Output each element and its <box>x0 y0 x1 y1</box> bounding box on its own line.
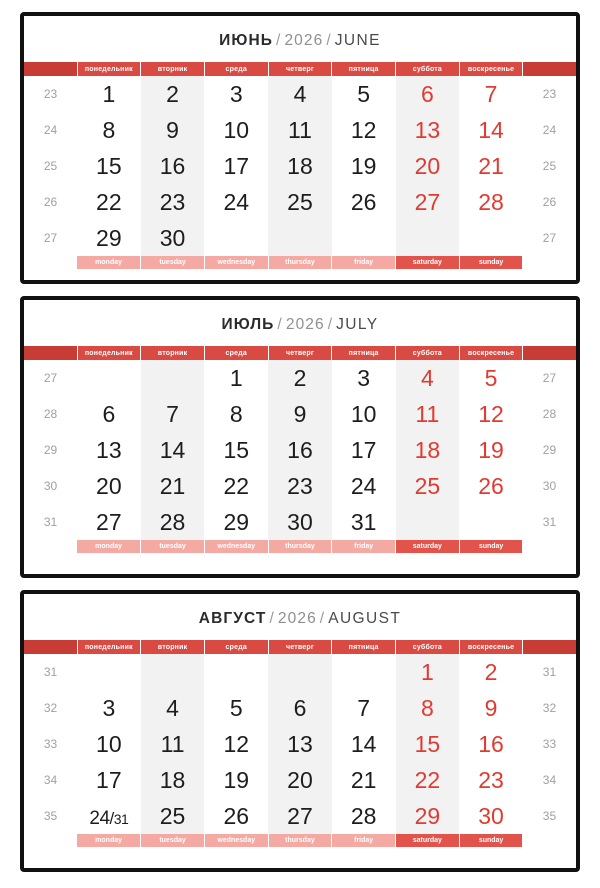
day-cell: 5 <box>459 360 523 396</box>
day-cell-empty <box>204 220 268 256</box>
day-cell: 20 <box>396 148 460 184</box>
day-cell: 9 <box>268 396 332 432</box>
week-number-right: 32 <box>523 690 576 726</box>
day-cell: 17 <box>332 432 396 468</box>
week-number-right: 31 <box>523 654 576 690</box>
day-cell-empty <box>332 654 396 690</box>
weekday-header-ru: вторник <box>141 346 205 360</box>
week-number-right: 30 <box>523 468 576 504</box>
day-cell-empty <box>268 654 332 690</box>
day-cell: 18 <box>141 762 205 798</box>
week-row <box>24 112 576 148</box>
week-number-header <box>523 640 576 654</box>
weekday-footer-en: tuesday <box>141 540 205 553</box>
day-cell: 4 <box>268 76 332 112</box>
weekday-footer-en: sunday <box>459 540 523 553</box>
week-row <box>24 432 576 468</box>
day-cell: 20 <box>268 762 332 798</box>
day-cell: 7 <box>332 690 396 726</box>
day-cell: 18 <box>268 148 332 184</box>
week-number-right: 27 <box>523 220 576 256</box>
day-cell: 30 <box>141 220 205 256</box>
weekday-footer-row-en <box>24 834 576 847</box>
weekday-header-row-ru <box>24 346 576 360</box>
title-separator: / <box>327 316 334 333</box>
day-cell: 14 <box>459 112 523 148</box>
day-cell: 25 <box>396 468 460 504</box>
month-name-en: AUGUST <box>328 610 402 627</box>
week-row <box>24 726 576 762</box>
month-grid <box>24 346 576 553</box>
week-number-header <box>24 346 77 360</box>
weekday-header-ru: понедельник <box>77 346 141 360</box>
month-name-ru: ИЮНЬ <box>219 32 274 49</box>
footer-spacer <box>523 540 576 553</box>
weekday-header-ru: понедельник <box>77 62 141 76</box>
month-name-ru: АВГУСТ <box>198 610 267 627</box>
week-number-right: 34 <box>523 762 576 798</box>
footer-spacer <box>523 256 576 269</box>
weekday-footer-en: monday <box>77 834 141 847</box>
day-cell: 22 <box>77 184 141 220</box>
day-cell-empty <box>77 654 141 690</box>
week-number-left: 25 <box>24 148 77 184</box>
day-cell-empty <box>459 220 523 256</box>
day-cell: 8 <box>77 112 141 148</box>
day-cell-double: 24/31 <box>89 807 129 829</box>
footer-spacer <box>24 834 77 847</box>
day-cell: 15 <box>204 432 268 468</box>
day-cell: 29 <box>204 504 268 540</box>
day-cell: 26 <box>332 184 396 220</box>
weekday-footer-en: wednesday <box>204 540 268 553</box>
day-cell: 10 <box>77 726 141 762</box>
day-cell: 7 <box>459 76 523 112</box>
day-cell: 6 <box>396 76 460 112</box>
week-row <box>24 76 576 112</box>
weekday-header-ru: среда <box>204 62 268 76</box>
day-cell: 3 <box>204 76 268 112</box>
week-number-left: 32 <box>24 690 77 726</box>
day-cell: 30 <box>459 798 523 834</box>
week-number-header <box>24 62 77 76</box>
week-number-right: 24 <box>523 112 576 148</box>
day-cell: 21 <box>141 468 205 504</box>
week-number-left: 31 <box>24 654 77 690</box>
day-cell: 9 <box>459 690 523 726</box>
day-cell: 8 <box>396 690 460 726</box>
weekday-footer-en: sunday <box>459 834 523 847</box>
weekday-header-ru: вторник <box>141 640 205 654</box>
weekday-header-ru: воскресенье <box>459 346 523 360</box>
day-cell: 17 <box>204 148 268 184</box>
day-cell-empty <box>459 504 523 540</box>
week-number-left: 28 <box>24 396 77 432</box>
day-cell: 26 <box>459 468 523 504</box>
weekday-header-ru: среда <box>204 346 268 360</box>
day-cell: 11 <box>141 726 205 762</box>
weekday-header-ru: четверг <box>268 640 332 654</box>
day-cell <box>77 798 141 834</box>
day-cell-empty <box>332 220 396 256</box>
week-number-left: 34 <box>24 762 77 798</box>
day-cell: 21 <box>332 762 396 798</box>
month-name-en: JULY <box>336 316 379 333</box>
footer-spacer <box>523 834 576 847</box>
day-cell: 23 <box>141 184 205 220</box>
week-number-right: 25 <box>523 148 576 184</box>
title-separator: / <box>269 610 275 627</box>
day-cell: 11 <box>268 112 332 148</box>
day-cell: 5 <box>204 690 268 726</box>
weekday-header-ru: суббота <box>396 640 460 654</box>
day-cell: 1 <box>77 76 141 112</box>
day-cell: 1 <box>204 360 268 396</box>
day-cell: 13 <box>268 726 332 762</box>
week-number-left: 27 <box>24 360 77 396</box>
weekday-header-ru: вторник <box>141 62 205 76</box>
weekday-header-ru: воскресенье <box>459 62 523 76</box>
day-cell: 28 <box>141 504 205 540</box>
week-row <box>24 468 576 504</box>
weekday-footer-en: sunday <box>459 256 523 269</box>
weekday-footer-en: wednesday <box>204 834 268 847</box>
week-number-left: 27 <box>24 220 77 256</box>
week-row <box>24 798 576 834</box>
day-cell: 31 <box>332 504 396 540</box>
year-label: 2026 <box>277 610 317 627</box>
weekday-footer-en: saturday <box>396 540 460 553</box>
day-cell: 24 <box>204 184 268 220</box>
week-row <box>24 184 576 220</box>
weekday-header-ru: четверг <box>268 62 332 76</box>
day-cell: 11 <box>396 396 460 432</box>
week-number-left: 35 <box>24 798 77 834</box>
day-cell: 5 <box>332 76 396 112</box>
weekday-header-ru: пятница <box>332 62 396 76</box>
weekday-header-ru: суббота <box>396 62 460 76</box>
day-cell: 27 <box>77 504 141 540</box>
weekday-footer-en: saturday <box>396 834 460 847</box>
week-number-right: 35 <box>523 798 576 834</box>
day-cell: 23 <box>459 762 523 798</box>
week-row <box>24 504 576 540</box>
day-cell-empty <box>268 220 332 256</box>
day-cell: 16 <box>459 726 523 762</box>
week-number-left: 29 <box>24 432 77 468</box>
weekday-header-row-ru <box>24 640 576 654</box>
footer-spacer <box>24 256 77 269</box>
day-cell-empty <box>77 360 141 396</box>
day-cell: 20 <box>77 468 141 504</box>
weekday-footer-en: thursday <box>268 834 332 847</box>
month-grid <box>24 62 576 269</box>
day-cell: 27 <box>396 184 460 220</box>
day-cell: 28 <box>332 798 396 834</box>
day-cell: 2 <box>141 76 205 112</box>
week-number-left: 23 <box>24 76 77 112</box>
day-cell-empty <box>396 504 460 540</box>
day-cell: 7 <box>141 396 205 432</box>
week-number-right: 33 <box>523 726 576 762</box>
day-cell: 13 <box>396 112 460 148</box>
day-cell: 25 <box>268 184 332 220</box>
day-cell: 15 <box>396 726 460 762</box>
day-cell: 3 <box>332 360 396 396</box>
weekday-footer-en: thursday <box>268 256 332 269</box>
day-cell: 18 <box>396 432 460 468</box>
day-cell: 27 <box>268 798 332 834</box>
calendar-block-august <box>20 590 580 872</box>
weekday-header-ru: суббота <box>396 346 460 360</box>
footer-spacer <box>24 540 77 553</box>
week-number-header <box>523 346 576 360</box>
weekday-footer-en: friday <box>332 540 396 553</box>
week-row <box>24 654 576 690</box>
day-cell: 14 <box>141 432 205 468</box>
day-cell: 1 <box>396 654 460 690</box>
day-cell: 29 <box>396 798 460 834</box>
day-cell-empty <box>141 654 205 690</box>
weekday-header-ru: понедельник <box>77 640 141 654</box>
title-separator: / <box>277 316 283 333</box>
week-row <box>24 762 576 798</box>
weekday-footer-en: friday <box>332 256 396 269</box>
day-cell: 19 <box>459 432 523 468</box>
weekday-footer-en: friday <box>332 834 396 847</box>
week-number-header <box>523 62 576 76</box>
weekday-footer-row-en <box>24 256 576 269</box>
day-cell: 21 <box>459 148 523 184</box>
week-number-right: 28 <box>523 396 576 432</box>
day-cell: 23 <box>268 468 332 504</box>
day-cell-empty <box>204 654 268 690</box>
year-label: 2026 <box>285 316 325 333</box>
year-label: 2026 <box>284 32 324 49</box>
block-title <box>24 300 576 346</box>
calendar-block-june <box>20 12 580 284</box>
title-separator: / <box>326 32 332 49</box>
day-cell: 6 <box>77 396 141 432</box>
title-separator: / <box>319 610 326 627</box>
weekday-header-ru: пятница <box>332 640 396 654</box>
weekday-header-ru: четверг <box>268 346 332 360</box>
month-name-en: JUNE <box>334 32 381 49</box>
week-number-right: 27 <box>523 360 576 396</box>
day-cell: 2 <box>459 654 523 690</box>
week-number-left: 30 <box>24 468 77 504</box>
weekday-footer-en: saturday <box>396 256 460 269</box>
day-cell: 24 <box>332 468 396 504</box>
day-cell: 22 <box>204 468 268 504</box>
day-cell: 13 <box>77 432 141 468</box>
day-cell: 16 <box>268 432 332 468</box>
weekday-header-ru: воскресенье <box>459 640 523 654</box>
day-cell: 17 <box>77 762 141 798</box>
week-number-right: 23 <box>523 76 576 112</box>
day-cell: 8 <box>204 396 268 432</box>
day-cell: 12 <box>459 396 523 432</box>
day-cell: 10 <box>204 112 268 148</box>
day-cell: 19 <box>332 148 396 184</box>
day-cell: 14 <box>332 726 396 762</box>
weekday-footer-en: thursday <box>268 540 332 553</box>
month-name-ru: ИЮЛЬ <box>221 316 275 333</box>
calendar-block-july <box>20 296 580 578</box>
week-number-header <box>24 640 77 654</box>
day-cell-empty <box>141 360 205 396</box>
day-cell: 26 <box>204 798 268 834</box>
day-cell: 9 <box>141 112 205 148</box>
day-cell: 10 <box>332 396 396 432</box>
week-row <box>24 148 576 184</box>
month-grid <box>24 640 576 847</box>
week-row <box>24 690 576 726</box>
day-cell: 12 <box>204 726 268 762</box>
day-cell: 6 <box>268 690 332 726</box>
day-cell: 12 <box>332 112 396 148</box>
day-cell: 29 <box>77 220 141 256</box>
week-row <box>24 220 576 256</box>
weekday-header-ru: среда <box>204 640 268 654</box>
day-cell: 28 <box>459 184 523 220</box>
week-number-right: 31 <box>523 504 576 540</box>
weekday-footer-en: tuesday <box>141 834 205 847</box>
block-title <box>24 594 576 640</box>
week-row <box>24 396 576 432</box>
weekday-footer-en: tuesday <box>141 256 205 269</box>
day-cell: 15 <box>77 148 141 184</box>
week-number-right: 26 <box>523 184 576 220</box>
day-cell-empty <box>396 220 460 256</box>
day-cell: 16 <box>141 148 205 184</box>
weekday-footer-row-en <box>24 540 576 553</box>
day-cell: 4 <box>141 690 205 726</box>
week-number-left: 24 <box>24 112 77 148</box>
day-cell: 25 <box>141 798 205 834</box>
week-number-left: 26 <box>24 184 77 220</box>
weekday-header-row-ru <box>24 62 576 76</box>
block-title <box>24 16 576 62</box>
day-cell: 22 <box>396 762 460 798</box>
day-cell: 2 <box>268 360 332 396</box>
week-number-right: 29 <box>523 432 576 468</box>
day-cell: 30 <box>268 504 332 540</box>
weekday-footer-en: monday <box>77 256 141 269</box>
week-row <box>24 360 576 396</box>
weekday-header-ru: пятница <box>332 346 396 360</box>
week-number-left: 31 <box>24 504 77 540</box>
day-cell: 3 <box>77 690 141 726</box>
weekday-footer-en: wednesday <box>204 256 268 269</box>
title-separator: / <box>276 32 282 49</box>
day-cell: 19 <box>204 762 268 798</box>
day-cell: 4 <box>396 360 460 396</box>
week-number-left: 33 <box>24 726 77 762</box>
weekday-footer-en: monday <box>77 540 141 553</box>
